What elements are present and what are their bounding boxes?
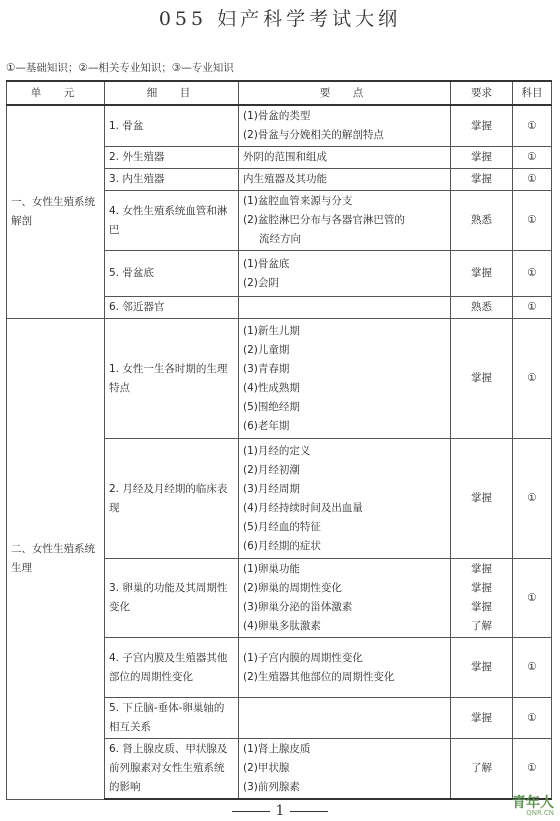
table-body xyxy=(7,105,552,799)
requirement-cell xyxy=(451,559,513,638)
points-cell xyxy=(239,698,451,739)
requirement-cell xyxy=(451,739,513,800)
points-cell xyxy=(239,297,451,319)
point-item: (2)甲状腺 xyxy=(243,762,290,774)
point-item: (3)前列腺素 xyxy=(243,781,300,793)
watermark-sub: QNR.CN xyxy=(526,809,554,817)
requirement-cell xyxy=(451,169,513,191)
point-item: (2)会阴 xyxy=(243,276,279,289)
requirement-item: 掌握 xyxy=(471,601,492,613)
detail-cell: 2. 外生殖器 xyxy=(105,147,239,169)
detail-cell: 1. 女性一生各时期的生理特点 xyxy=(105,319,239,439)
point-item: (3)月经周期 xyxy=(243,482,300,495)
point-item: 外阴的范围和组成 xyxy=(243,151,327,163)
requirement-item: 掌握 xyxy=(471,119,492,132)
table-header-row xyxy=(7,81,552,105)
requirement-item: 掌握 xyxy=(471,151,492,163)
requirement-item: 了解 xyxy=(471,620,492,632)
header-unit: 单 元 xyxy=(7,81,105,105)
point-item: 内生殖器及其功能 xyxy=(243,173,327,185)
point-item: (2)儿童期 xyxy=(243,343,290,356)
points-cell xyxy=(239,147,451,169)
subject-cell: ① xyxy=(513,439,552,559)
requirement-item: 掌握 xyxy=(471,267,492,279)
requirement-item: 掌握 xyxy=(471,582,492,594)
requirement-item: 熟悉 xyxy=(471,214,492,226)
requirement-item: 掌握 xyxy=(471,372,492,384)
point-item: (2)生殖器其他部位的周期性变化 xyxy=(243,670,395,683)
subject-cell: ① xyxy=(513,169,552,191)
point-item: (4)月经持续时间及出血量 xyxy=(243,501,363,514)
document-title: 055 妇产科学考试大纲 xyxy=(158,8,402,30)
point-item: (6)老年期 xyxy=(243,419,290,432)
subject-cell: ① xyxy=(513,297,552,319)
point-item: (1)卵巢功能 xyxy=(243,563,300,575)
requirement-cell xyxy=(451,105,513,147)
requirement-cell xyxy=(451,439,513,559)
detail-cell: 1. 骨盆 xyxy=(105,105,239,147)
point-item: (2)月经初潮 xyxy=(243,463,300,476)
detail-cell: 3. 卵巢的功能及其周期性变化 xyxy=(105,559,239,638)
points-cell xyxy=(239,191,451,251)
point-item: (1)骨盆底 xyxy=(243,257,290,270)
point-item: 流经方向 xyxy=(259,233,301,245)
point-item: (1)子宫内膜的周期性变化 xyxy=(243,651,363,664)
requirement-item: 掌握 xyxy=(471,563,492,575)
points-cell xyxy=(239,439,451,559)
detail-cell: 6. 邻近器官 xyxy=(105,297,239,319)
subject-cell: ① xyxy=(513,559,552,638)
page-number xyxy=(0,803,560,819)
subject-cell: ① xyxy=(513,191,552,251)
header-detail: 细 目 xyxy=(105,81,239,105)
detail-cell: 6. 肾上腺皮质、甲状腺及前列腺素对女性生殖系统的影响 xyxy=(105,739,239,800)
requirement-cell xyxy=(451,251,513,297)
header-points: 要 点 xyxy=(239,81,451,105)
requirement-cell xyxy=(451,147,513,169)
point-item: (1)盆腔血管来源与分支 xyxy=(243,195,353,207)
page-rule-right xyxy=(290,811,328,812)
header-requirement: 要求 xyxy=(451,81,513,105)
subject-cell: ① xyxy=(513,319,552,439)
points-cell xyxy=(239,105,451,147)
point-item: (4)卵巢多肽激素 xyxy=(243,620,321,632)
points-cell xyxy=(239,638,451,698)
point-item: (3)卵巢分泌的甾体激素 xyxy=(243,601,353,613)
point-item: (5)月经血的特征 xyxy=(243,520,321,533)
requirement-cell xyxy=(451,698,513,739)
points-cell xyxy=(239,559,451,638)
point-item: (6)月经期的症状 xyxy=(243,539,321,552)
detail-cell: 5. 下丘脑-垂体-卵巢轴的相互关系 xyxy=(105,698,239,739)
watermark-main: 青年人 xyxy=(512,795,554,811)
subject-cell: ① xyxy=(513,698,552,739)
subject-cell: ① xyxy=(513,105,552,147)
subject-cell: ① xyxy=(513,739,552,800)
detail-cell: 5. 骨盆底 xyxy=(105,251,239,297)
table-row xyxy=(7,105,552,147)
subject-cell: ① xyxy=(513,251,552,297)
requirement-item: 了解 xyxy=(471,762,492,774)
unit-cell: 一、女性生殖系统解剖 xyxy=(7,105,105,319)
subject-cell: ① xyxy=(513,147,552,169)
point-item: (1)月经的定义 xyxy=(243,444,311,457)
detail-cell: 4. 子宫内膜及生殖器其他部位的周期性变化 xyxy=(105,638,239,698)
point-item: (2)卵巢的周期性变化 xyxy=(243,582,342,594)
points-cell xyxy=(239,251,451,297)
detail-cell: 3. 内生殖器 xyxy=(105,169,239,191)
legend-text: ①—基础知识；②—相关专业知识；③—专业知识 xyxy=(6,62,234,74)
requirement-item: 掌握 xyxy=(471,492,492,504)
point-item: (1)新生儿期 xyxy=(243,324,300,337)
syllabus-table xyxy=(6,80,552,800)
points-cell xyxy=(239,739,451,800)
subject-cell: ① xyxy=(513,638,552,698)
point-item: (1)肾上腺皮质 xyxy=(243,743,311,755)
watermark-logo xyxy=(512,792,554,817)
requirement-item: 掌握 xyxy=(471,173,492,185)
unit-cell: 二、女性生殖系统生理 xyxy=(7,319,105,800)
detail-cell: 2. 月经及月经期的临床表现 xyxy=(105,439,239,559)
page-number-text: 1 xyxy=(275,803,285,819)
requirement-cell xyxy=(451,638,513,698)
detail-cell: 4. 女性生殖系统血管和淋巴 xyxy=(105,191,239,251)
table-row xyxy=(7,319,552,439)
point-item: (2)盆腔淋巴分布与各器官淋巴管的 xyxy=(243,214,405,226)
page-rule-left xyxy=(232,811,270,812)
requirement-item: 熟悉 xyxy=(471,301,492,313)
points-cell xyxy=(239,169,451,191)
points-cell xyxy=(239,319,451,439)
requirement-item: 掌握 xyxy=(471,711,492,724)
point-item: (3)青春期 xyxy=(243,362,290,375)
point-item: (4)性成熟期 xyxy=(243,381,300,394)
header-subject: 科目 xyxy=(513,81,552,105)
point-item: (2)骨盆与分娩相关的解剖特点 xyxy=(243,129,384,141)
requirement-cell xyxy=(451,191,513,251)
point-item: (5)围绝经期 xyxy=(243,400,300,413)
requirement-cell xyxy=(451,319,513,439)
point-item: (1)骨盆的类型 xyxy=(243,110,311,122)
requirement-cell xyxy=(451,297,513,319)
requirement-item: 掌握 xyxy=(471,661,492,673)
